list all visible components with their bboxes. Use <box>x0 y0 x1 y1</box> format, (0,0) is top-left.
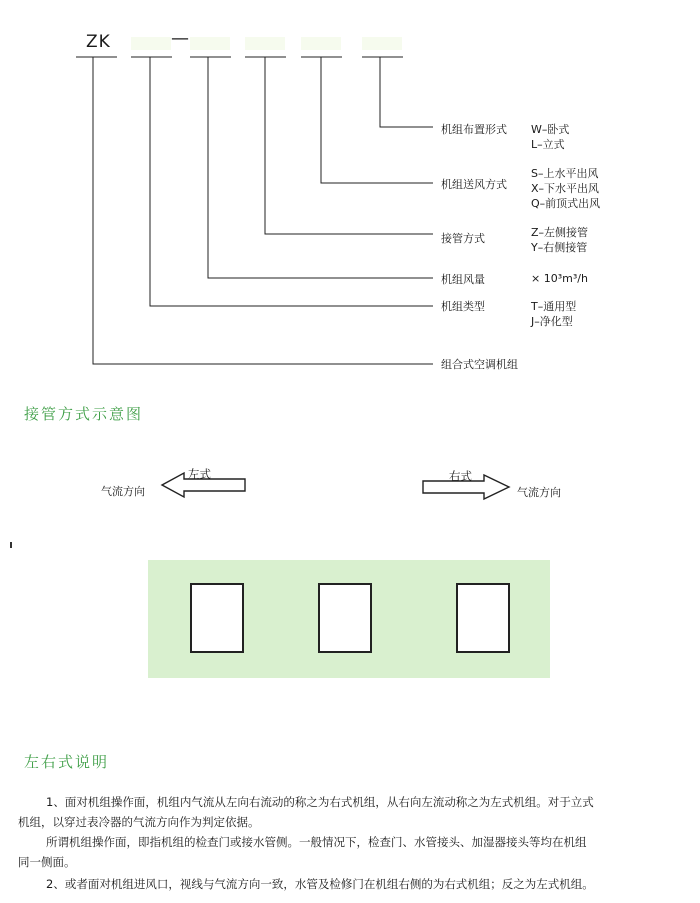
section-title-piping: 接管方式示意图 <box>24 405 144 423</box>
paragraph-line: 所谓机组操作面，即指机组的检查门或接水管侧。一般情况下，检查门、水管接头、加湿器接头等均在机组 <box>46 835 587 849</box>
inspection-door-2 <box>318 583 372 653</box>
value-layout-w: W–卧式 <box>531 123 570 136</box>
paragraph-line: 同一侧面。 <box>18 855 76 869</box>
right-flow-label: 气流方向 <box>517 486 561 499</box>
inspection-door-1 <box>190 583 244 653</box>
corner-mark <box>10 542 12 548</box>
label-layout: 机组布置形式 <box>441 123 507 136</box>
value-type-j: J–净化型 <box>531 315 573 328</box>
paragraph-line: 1、面对机组操作面，机组内气流从左向右流动的称之为右式机组，从右向左流动称之为左式机组。对于立式 <box>46 795 594 809</box>
value-supply-x: X–下水平出风 <box>531 182 600 195</box>
label-ahu: 组合式空调机组 <box>441 358 518 371</box>
value-pipe-z: Z–左侧接管 <box>531 226 589 239</box>
right-arrow-label: 右式 <box>449 469 472 483</box>
model-prefix: ZK <box>86 32 111 52</box>
model-separator: — <box>171 28 189 49</box>
value-type-t: T–通用型 <box>531 300 577 313</box>
value-supply-s: S–上水平出风 <box>531 167 599 180</box>
paragraph-line: 机组，以穿过表冷器的气流方向作为判定依据。 <box>18 815 260 829</box>
left-flow-label: 气流方向 <box>101 485 145 498</box>
inspection-door-3 <box>456 583 510 653</box>
value-airflow-unit: × 10³m³/h <box>531 272 588 285</box>
label-unit-type: 机组类型 <box>441 300 485 313</box>
value-layout-l: L–立式 <box>531 138 565 151</box>
label-supply-mode: 机组送风方式 <box>441 178 507 191</box>
label-airflow: 机组风量 <box>441 273 485 286</box>
label-pipe-mode: 接管方式 <box>441 232 485 245</box>
section-title-handedness: 左右式说明 <box>24 753 110 771</box>
paragraph-line: 2、或者面对机组进风口，视线与气流方向一致，水管及检修门在机组右侧的为右式机组；反之为左式机组。 <box>46 877 594 891</box>
left-arrow-label: 左式 <box>188 467 211 481</box>
value-pipe-y: Y–右侧接管 <box>531 241 588 254</box>
value-supply-q: Q–前顶式出风 <box>531 197 601 210</box>
